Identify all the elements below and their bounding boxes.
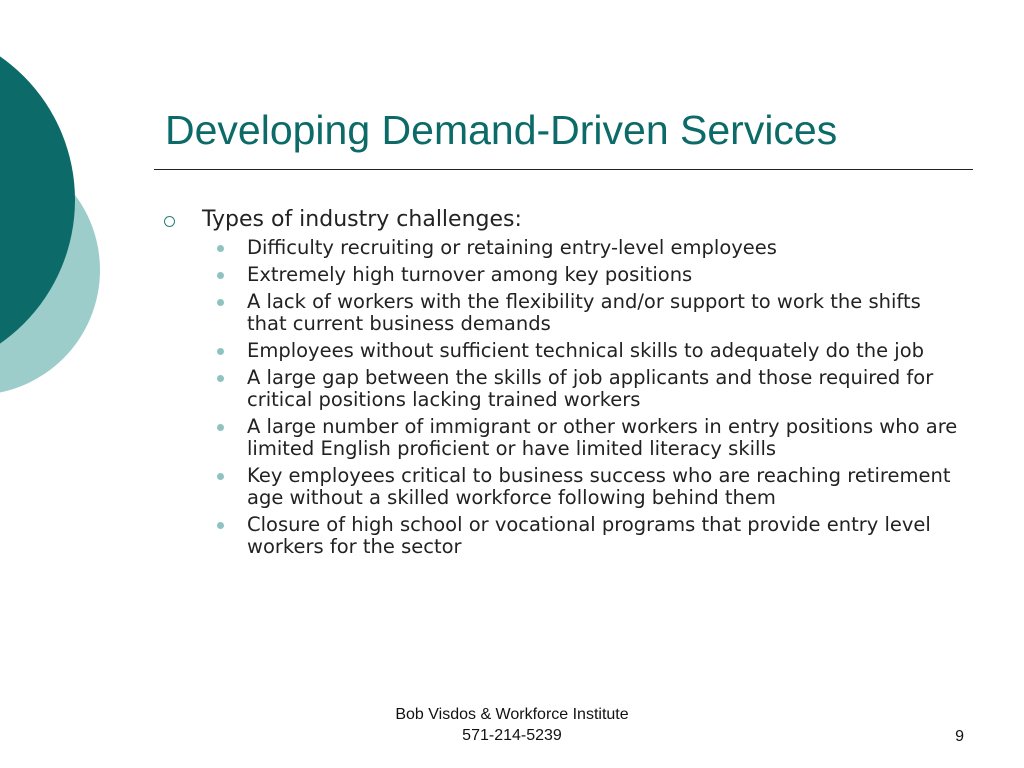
footer-info [312,704,712,746]
sub-bullet-item [164,237,964,259]
sub-bullet-text: Extremely high turnover among key positions [247,263,693,286]
main-bullet-item [164,205,964,235]
slide-title: Developing Demand-Driven Services [165,107,838,153]
slide-body [164,205,964,563]
main-bullet-text: Types of industry challenges: [202,207,522,232]
sub-bullet-item [164,291,964,335]
sub-bullet-text: Key employees critical to business success who are reaching retirement age without a skilled workforce following behind them [247,464,951,509]
sub-bullet-item [164,340,964,362]
dot-bullet-icon [217,272,224,279]
sub-bullet-item [164,264,964,286]
dot-bullet-icon [217,348,224,355]
sub-bullet-text: A lack of workers with the flexibility and/or support to work the shifts that current business demands [247,290,921,335]
page-number: 9 [955,728,964,745]
sub-bullet-item [164,416,964,460]
sub-bullet-text: Closure of high school or vocational programs that provide entry level workers for the sector [247,513,931,558]
sub-bullet-text: A large gap between the skills of job applicants and those required for critical positions lacking trained workers [247,366,934,411]
title-divider [154,169,973,170]
dot-bullet-icon [217,245,224,252]
sub-bullet-item [164,367,964,411]
dot-bullet-icon [217,473,224,480]
sub-bullet-list [164,237,964,558]
dot-bullet-icon [217,375,224,382]
footer-author: Bob Visdos & Workforce Institute [395,706,629,723]
dot-bullet-icon [217,299,224,306]
sub-bullet-text: A large number of immigrant or other workers in entry positions who are limited English proficient or have limited literacy skills [247,415,958,460]
dot-bullet-icon [217,522,224,529]
hollow-circle-bullet-icon [164,216,175,227]
footer-phone: 571-214-5239 [462,727,562,744]
sub-bullet-item [164,465,964,509]
dot-bullet-icon [217,424,224,431]
sub-bullet-item [164,514,964,558]
sub-bullet-text: Employees without sufficient technical skills to adequately do the job [247,339,925,362]
sub-bullet-text: Difficulty recruiting or retaining entry-level employees [247,236,777,259]
